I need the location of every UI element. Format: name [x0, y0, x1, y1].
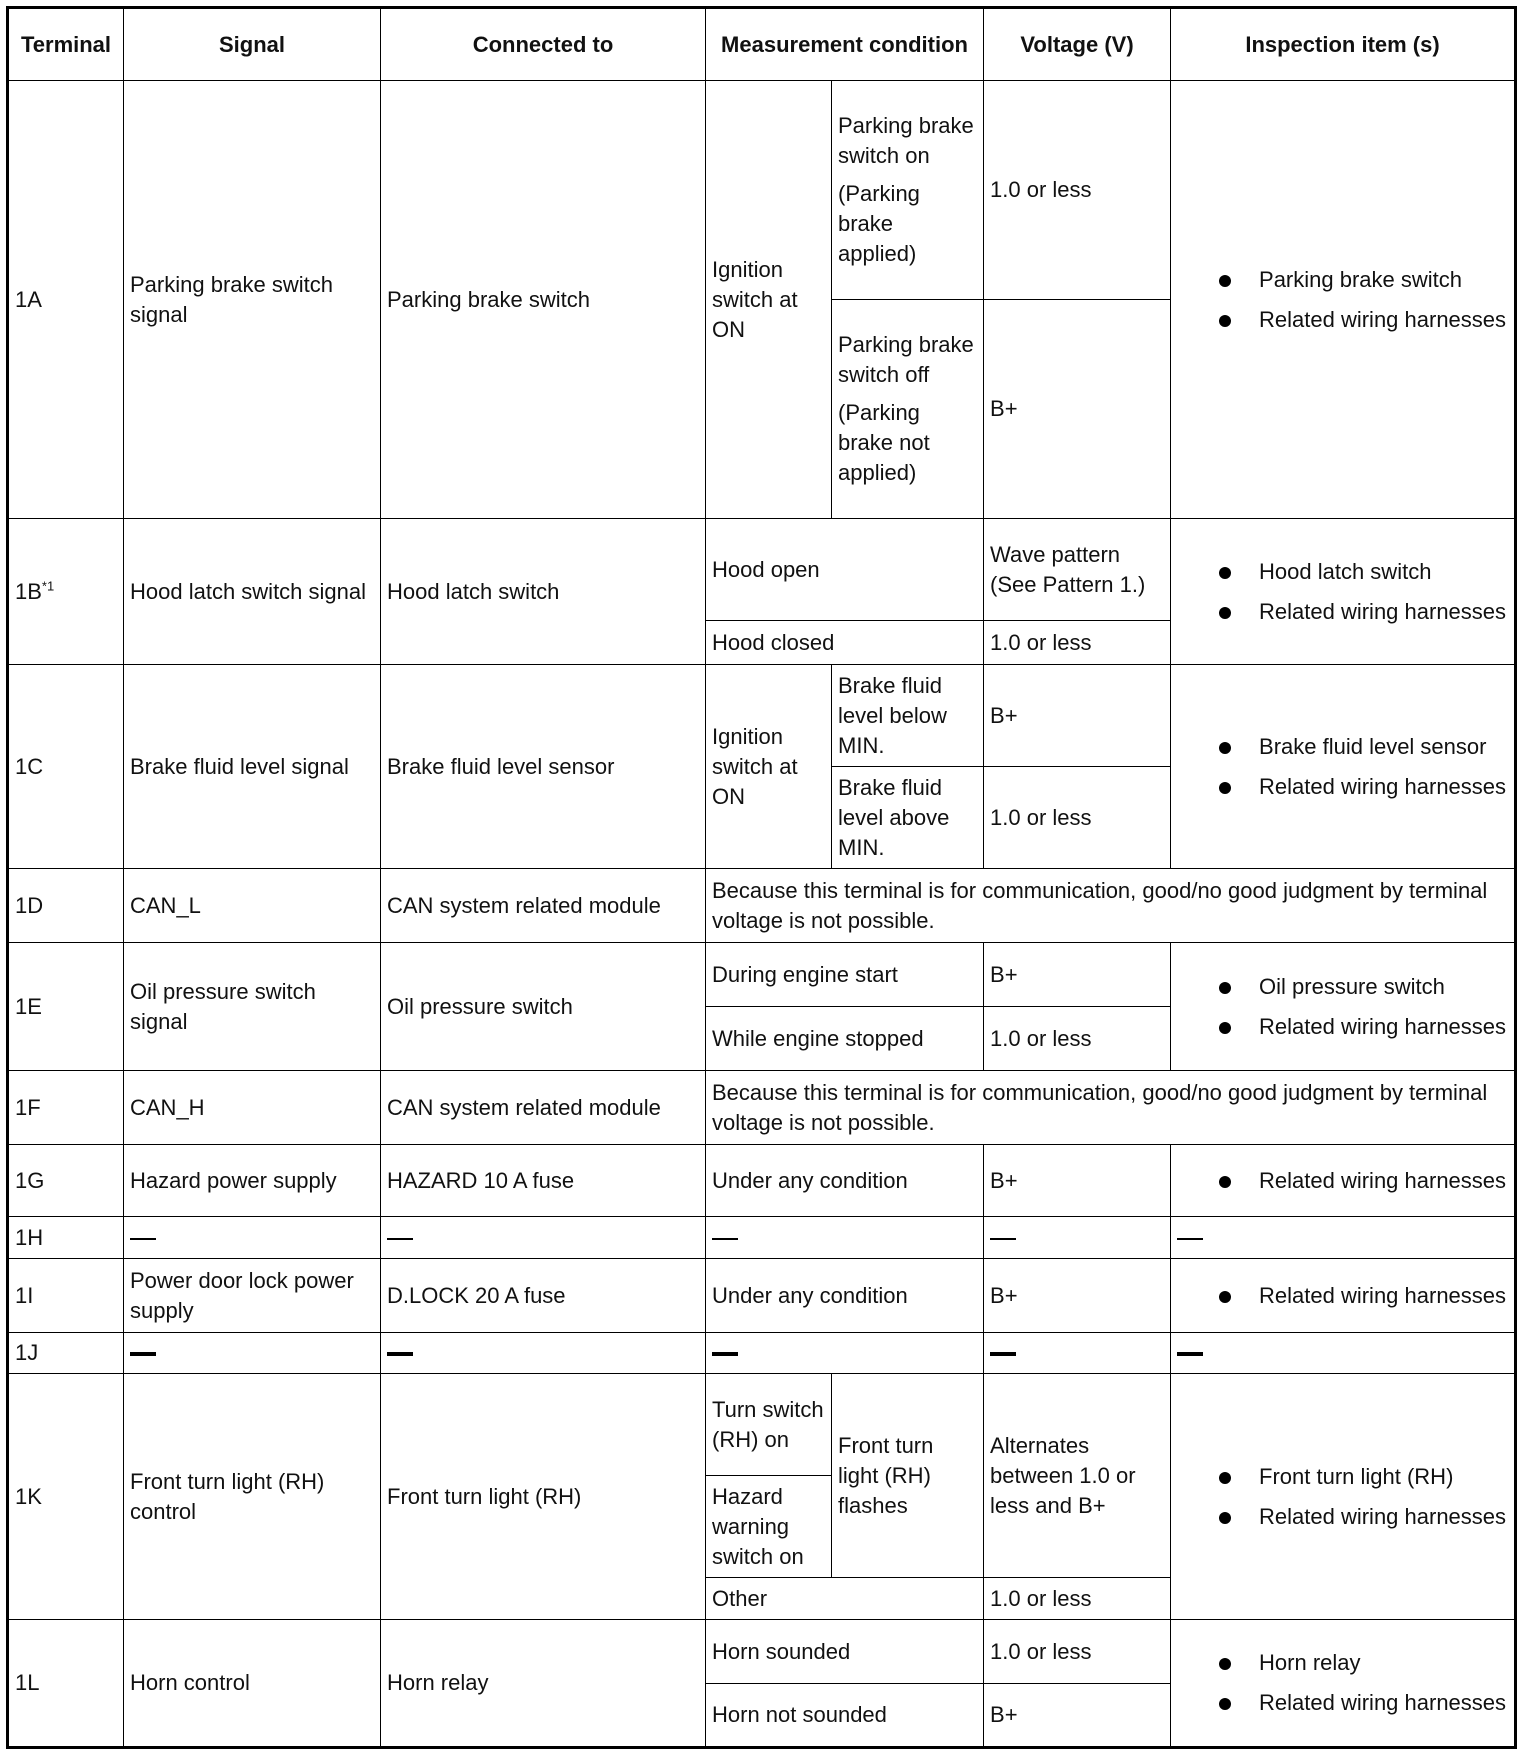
inspection-list [1177, 1648, 1508, 1718]
sub-condition-cell [832, 81, 984, 300]
condition-cell [706, 1217, 984, 1259]
inspection-item: Related wiring harnesses [1217, 1281, 1508, 1311]
dash-mark [990, 1238, 1016, 1240]
terminal-cell: 1E [8, 943, 124, 1071]
inspection-cell [1171, 1333, 1516, 1374]
terminal-inspection-table [6, 6, 1517, 1749]
table-row-1g [8, 1145, 1516, 1217]
table-row-1c [8, 665, 1516, 767]
connected-to-cell: Horn relay [381, 1620, 706, 1748]
condition-cell: Other [706, 1578, 984, 1620]
signal-cell: CAN_H [124, 1071, 381, 1145]
terminal-cell: 1H [8, 1217, 124, 1259]
inspection-item: Horn relay [1217, 1648, 1508, 1678]
condition-cell: Horn not sounded [706, 1684, 984, 1748]
sub-condition-note: (Parking brake not applied) [838, 400, 930, 485]
signal-cell: Power door lock power supply [124, 1259, 381, 1333]
condition-cell: Ignition switch at ON [706, 665, 832, 869]
voltage-cell: B+ [984, 943, 1171, 1007]
voltage-cell: 1.0 or less [984, 1578, 1171, 1620]
inspection-cell [1171, 1374, 1516, 1620]
inspection-item: Front turn light (RH) [1217, 1462, 1508, 1492]
inspection-cell [1171, 1145, 1516, 1217]
condition-cell: Horn sounded [706, 1620, 984, 1684]
inspection-list [1177, 557, 1508, 627]
communication-note: Because this terminal is for communication, good/no good judgment by terminal voltage is not possible. [706, 869, 1516, 943]
sub-condition-cell [832, 300, 984, 519]
inspection-item: Related wiring harnesses [1217, 1502, 1508, 1532]
terminal-cell: 1A [8, 81, 124, 519]
dash-mark [387, 1352, 413, 1356]
inspection-item: Related wiring harnesses [1217, 1012, 1508, 1042]
voltage-cell: 1.0 or less [984, 621, 1171, 665]
dash-mark [130, 1352, 156, 1356]
condition-cell: Turn switch (RH) on [706, 1374, 832, 1476]
terminal-cell [8, 519, 124, 665]
voltage-cell: 1.0 or less [984, 767, 1171, 869]
connected-to-cell: D.LOCK 20 A fuse [381, 1259, 706, 1333]
inspection-item: Brake fluid level sensor [1217, 732, 1508, 762]
voltage-cell: Wave pattern (See Pattern 1.) [984, 519, 1171, 621]
dash-mark [1177, 1238, 1203, 1240]
voltage-cell: 1.0 or less [984, 1620, 1171, 1684]
terminal-cell: 1I [8, 1259, 124, 1333]
condition-cell: Hood open [706, 519, 984, 621]
terminal-cell: 1C [8, 665, 124, 869]
connected-to-cell: Oil pressure switch [381, 943, 706, 1071]
inspection-list [1177, 972, 1508, 1042]
inspection-cell [1171, 665, 1516, 869]
dash-mark [712, 1238, 738, 1240]
inspection-cell [1171, 943, 1516, 1071]
dash-mark [712, 1352, 738, 1356]
voltage-cell: B+ [984, 1684, 1171, 1748]
signal-cell: Front turn light (RH) control [124, 1374, 381, 1620]
signal-cell [124, 1217, 381, 1259]
table-row-1a [8, 81, 1516, 300]
table-row-1k [8, 1374, 1516, 1476]
inspection-list [1177, 1281, 1508, 1311]
table-row-1e [8, 943, 1516, 1007]
inspection-item: Related wiring harnesses [1217, 1688, 1508, 1718]
sub-condition-text: Parking brake switch on [838, 113, 974, 168]
inspection-cell [1171, 1620, 1516, 1748]
header-inspection-items: Inspection item (s) [1171, 8, 1516, 81]
connected-to-cell [381, 1333, 706, 1374]
dash-mark [1177, 1352, 1203, 1356]
signal-cell [124, 1333, 381, 1374]
terminal-cell: 1J [8, 1333, 124, 1374]
signal-cell: Hood latch switch signal [124, 519, 381, 665]
table-row-1h [8, 1217, 1516, 1259]
inspection-item: Related wiring harnesses [1217, 1166, 1508, 1196]
terminal-cell: 1L [8, 1620, 124, 1748]
voltage-cell: 1.0 or less [984, 1007, 1171, 1071]
signal-cell: Horn control [124, 1620, 381, 1748]
sub-condition-text: Parking brake switch off [838, 332, 974, 387]
inspection-item: Parking brake switch [1217, 265, 1508, 295]
inspection-cell [1171, 1259, 1516, 1333]
dash-mark [387, 1238, 413, 1240]
header-terminal: Terminal [8, 8, 124, 81]
signal-cell: CAN_L [124, 869, 381, 943]
voltage-cell: Alternates between 1.0 or less and B+ [984, 1374, 1171, 1578]
inspection-list [1177, 732, 1508, 802]
condition-cell [706, 1333, 984, 1374]
signal-cell: Hazard power supply [124, 1145, 381, 1217]
voltage-cell: 1.0 or less [984, 81, 1171, 300]
connected-to-cell: Front turn light (RH) [381, 1374, 706, 1620]
inspection-list [1177, 1166, 1508, 1196]
header-connected-to: Connected to [381, 8, 706, 81]
terminal-cell: 1D [8, 869, 124, 943]
connected-to-cell: Brake fluid level sensor [381, 665, 706, 869]
inspection-cell [1171, 519, 1516, 665]
condition-cell: Ignition switch at ON [706, 81, 832, 519]
connected-to-cell: CAN system related module [381, 1071, 706, 1145]
table-row-1i [8, 1259, 1516, 1333]
table-row-1d [8, 869, 1516, 943]
footnote-mark: *1 [41, 578, 55, 594]
connected-to-cell: CAN system related module [381, 869, 706, 943]
signal-cell: Parking brake switch signal [124, 81, 381, 519]
voltage-cell [984, 1333, 1171, 1374]
voltage-cell: B+ [984, 1259, 1171, 1333]
terminal-cell: 1F [8, 1071, 124, 1145]
connected-to-cell: Hood latch switch [381, 519, 706, 665]
header-voltage: Voltage (V) [984, 8, 1171, 81]
terminal-cell: 1K [8, 1374, 124, 1620]
inspection-cell [1171, 1217, 1516, 1259]
inspection-item: Related wiring harnesses [1217, 305, 1508, 335]
sub-condition-note: (Parking brake applied) [838, 181, 920, 266]
inspection-item: Hood latch switch [1217, 557, 1508, 587]
condition-cell: During engine start [706, 943, 984, 1007]
connected-to-cell: Parking brake switch [381, 81, 706, 519]
dash-mark [990, 1352, 1016, 1356]
condition-cell: While engine stopped [706, 1007, 984, 1071]
condition-cell: Hood closed [706, 621, 984, 665]
inspection-cell [1171, 81, 1516, 519]
terminal-cell: 1G [8, 1145, 124, 1217]
sub-condition-cell: Front turn light (RH) flashes [832, 1374, 984, 1578]
condition-cell: Under any condition [706, 1145, 984, 1217]
condition-cell: Hazard warning switch on [706, 1476, 832, 1578]
voltage-cell: B+ [984, 300, 1171, 519]
connected-to-cell [381, 1217, 706, 1259]
header-measurement-condition: Measurement condition [706, 8, 984, 81]
inspection-item: Related wiring harnesses [1217, 597, 1508, 627]
condition-cell: Under any condition [706, 1259, 984, 1333]
dash-mark [130, 1238, 156, 1240]
sub-condition-cell: Brake fluid level below MIN. [832, 665, 984, 767]
signal-cell: Oil pressure switch signal [124, 943, 381, 1071]
header-row [8, 8, 1516, 81]
inspection-list [1177, 1462, 1508, 1532]
connected-to-cell: HAZARD 10 A fuse [381, 1145, 706, 1217]
table-row-1f [8, 1071, 1516, 1145]
header-signal: Signal [124, 8, 381, 81]
voltage-cell: B+ [984, 665, 1171, 767]
table-row-1b [8, 519, 1516, 621]
terminal-label: 1B [15, 578, 42, 604]
sub-condition-cell: Brake fluid level above MIN. [832, 767, 984, 869]
table-row-1l [8, 1620, 1516, 1684]
voltage-cell: B+ [984, 1145, 1171, 1217]
voltage-cell [984, 1217, 1171, 1259]
inspection-item: Related wiring harnesses [1217, 772, 1508, 802]
inspection-list [1177, 265, 1508, 335]
inspection-item: Oil pressure switch [1217, 972, 1508, 1002]
signal-cell: Brake fluid level signal [124, 665, 381, 869]
table-row-1j [8, 1333, 1516, 1374]
communication-note: Because this terminal is for communication, good/no good judgment by terminal voltage is not possible. [706, 1071, 1516, 1145]
